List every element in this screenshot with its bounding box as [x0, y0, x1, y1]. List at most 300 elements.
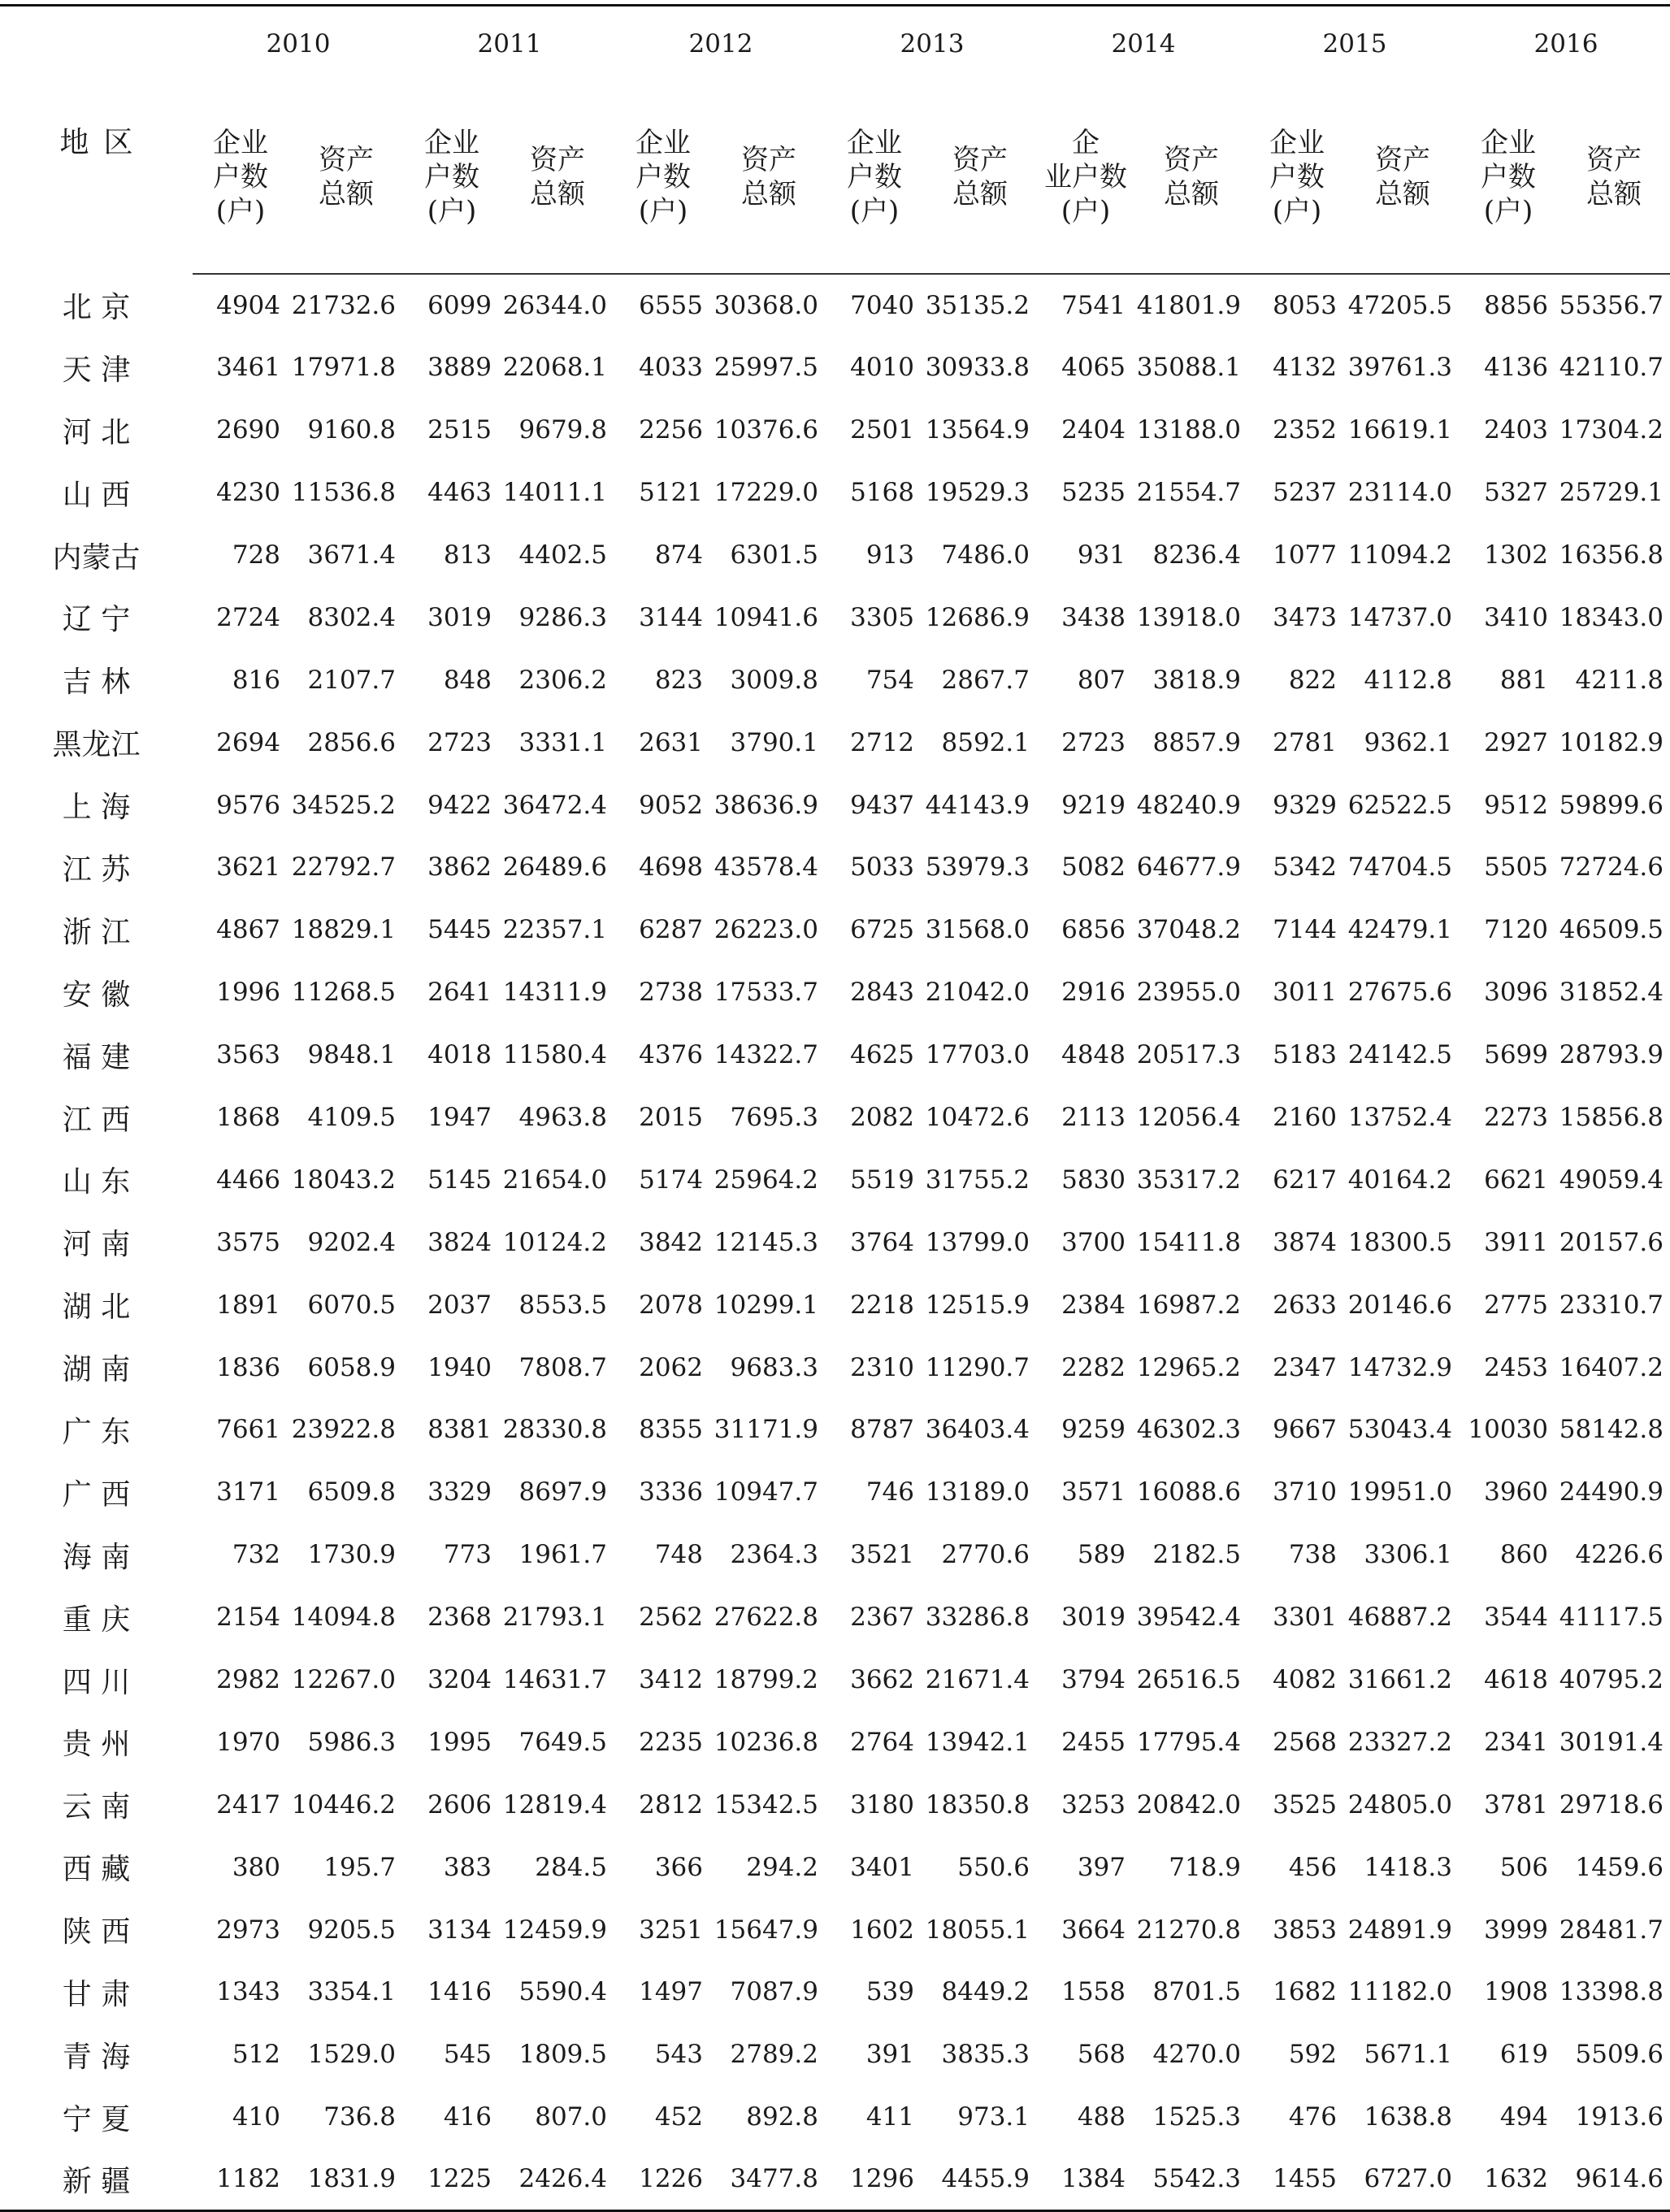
total-assets-cell: 29718.6 — [1559, 1789, 1663, 1819]
enterprise-count-cell: 3521 — [850, 1540, 914, 1570]
total-assets-cell: 1831.9 — [307, 2164, 396, 2194]
total-assets-cell: 18343.0 — [1559, 602, 1663, 632]
total-assets-cell: 31568.0 — [925, 915, 1030, 945]
enterprise-count-cell: 2738 — [639, 978, 703, 1008]
total-assets-cell: 27675.6 — [1347, 978, 1452, 1008]
total-assets-cell: 59899.6 — [1559, 790, 1663, 820]
enterprise-count-cell: 4698 — [639, 852, 703, 883]
total-assets-cell: 550.6 — [957, 1852, 1030, 1882]
total-assets-cell: 53043.4 — [1347, 1415, 1452, 1445]
total-assets-cell: 17533.7 — [714, 978, 818, 1008]
enterprise-count-cell: 9219 — [1061, 790, 1126, 820]
enterprise-count-cell: 2235 — [639, 1727, 703, 1757]
enterprise-count-cell: 822 — [1288, 665, 1337, 695]
table-row — [0, 1961, 1670, 2023]
enterprise-count-cell: 512 — [232, 2040, 280, 2070]
total-assets-cell: 21671.4 — [925, 1665, 1030, 1695]
enterprise-count-cell: 2606 — [427, 1789, 492, 1819]
enterprise-count-cell: 3764 — [850, 1227, 914, 1257]
enterprise-count-cell: 7541 — [1061, 290, 1126, 320]
total-assets-cell: 40795.2 — [1559, 1665, 1663, 1695]
enterprise-count-cell: 2384 — [1061, 1290, 1126, 1320]
enterprise-count-cell: 6856 — [1061, 915, 1126, 945]
count-column-header: 企业 户数 (户) — [1249, 81, 1345, 274]
enterprise-count-cell: 3575 — [216, 1227, 280, 1257]
total-assets-cell: 18799.2 — [714, 1665, 818, 1695]
enterprise-count-cell: 3473 — [1273, 602, 1337, 632]
region-name: 湖 北 — [62, 1290, 131, 1325]
total-assets-cell: 4270.0 — [1152, 2040, 1241, 2070]
total-assets-cell: 12819.4 — [502, 1789, 607, 1819]
total-assets-cell: 8553.5 — [518, 1290, 607, 1320]
total-assets-cell: 2426.4 — [518, 2164, 607, 2194]
total-assets-cell: 34525.2 — [291, 790, 396, 820]
enterprise-count-cell: 5505 — [1484, 852, 1548, 883]
enterprise-count-cell: 476 — [1288, 2102, 1337, 2132]
enterprise-count-cell: 5168 — [850, 478, 914, 508]
total-assets-cell: 14732.9 — [1347, 1352, 1452, 1382]
total-assets-cell: 17703.0 — [925, 1040, 1030, 1070]
total-assets-cell: 10376.6 — [714, 415, 818, 445]
total-assets-cell: 25964.2 — [714, 1165, 818, 1195]
enterprise-count-cell: 3019 — [427, 602, 492, 632]
enterprise-count-cell: 874 — [654, 540, 703, 570]
enterprise-count-cell: 2723 — [427, 727, 492, 757]
enterprise-count-cell: 3251 — [639, 1915, 703, 1945]
total-assets-cell: 12267.0 — [291, 1665, 396, 1695]
assets-column-header: 资产 总额 — [711, 81, 826, 274]
total-assets-cell: 14737.0 — [1347, 602, 1452, 632]
table-row — [0, 1836, 1670, 1898]
region-name: 天 津 — [62, 353, 131, 387]
enterprise-count-cell: 2916 — [1061, 978, 1126, 1008]
enterprise-count-cell: 3563 — [216, 1040, 280, 1070]
enterprise-count-cell: 2082 — [850, 1103, 914, 1133]
total-assets-cell: 13188.0 — [1136, 415, 1241, 445]
enterprise-count-cell: 1182 — [216, 2164, 280, 2194]
total-assets-cell: 2182.5 — [1152, 1540, 1241, 1570]
total-assets-cell: 74704.5 — [1347, 852, 1452, 883]
total-assets-cell: 62522.5 — [1347, 790, 1452, 820]
total-assets-cell: 15647.9 — [714, 1915, 818, 1945]
enterprise-count-cell: 2982 — [216, 1665, 280, 1695]
total-assets-cell: 23310.7 — [1559, 1290, 1663, 1320]
total-assets-cell: 16088.6 — [1136, 1477, 1241, 1507]
enterprise-count-cell: 3180 — [850, 1789, 914, 1819]
enterprise-count-cell: 5174 — [639, 1165, 703, 1195]
total-assets-cell: 8701.5 — [1152, 1977, 1241, 2007]
table-row — [0, 1211, 1670, 1273]
enterprise-count-cell: 1226 — [639, 2164, 703, 2194]
total-assets-cell: 5671.1 — [1364, 2040, 1452, 2070]
year-header: 2011 — [477, 29, 542, 59]
enterprise-count-cell: 4867 — [216, 915, 280, 945]
enterprise-count-cell: 1077 — [1273, 540, 1337, 570]
enterprise-count-cell: 2113 — [1061, 1103, 1126, 1133]
total-assets-cell: 4112.8 — [1364, 665, 1452, 695]
enterprise-count-cell: 366 — [654, 1852, 703, 1882]
enterprise-count-cell: 397 — [1077, 1852, 1126, 1882]
total-assets-cell: 19951.0 — [1347, 1477, 1452, 1507]
total-assets-cell: 9848.1 — [307, 1040, 396, 1070]
total-assets-cell: 13398.8 — [1559, 1977, 1663, 2007]
total-assets-cell: 28481.7 — [1559, 1915, 1663, 1945]
enterprise-count-cell: 3336 — [639, 1477, 703, 1507]
enterprise-count-cell: 6725 — [850, 915, 914, 945]
total-assets-cell: 72724.6 — [1559, 852, 1663, 883]
total-assets-cell: 53979.3 — [925, 852, 1030, 883]
total-assets-cell: 1730.9 — [307, 1540, 396, 1570]
total-assets-cell: 15856.8 — [1559, 1103, 1663, 1133]
total-assets-cell: 48240.9 — [1136, 790, 1241, 820]
table-row — [0, 1524, 1670, 1586]
total-assets-cell: 30368.0 — [714, 290, 818, 320]
table-row — [0, 462, 1670, 524]
count-column-header: 企 业户数 (户) — [1038, 81, 1134, 274]
enterprise-count-cell: 4010 — [850, 353, 914, 383]
total-assets-cell: 21793.1 — [502, 1603, 607, 1633]
total-assets-cell: 12056.4 — [1136, 1103, 1241, 1133]
total-assets-cell: 20517.3 — [1136, 1040, 1241, 1070]
total-assets-cell: 12965.2 — [1136, 1352, 1241, 1382]
enterprise-count-cell: 3144 — [639, 602, 703, 632]
total-assets-cell: 22357.1 — [502, 915, 607, 945]
total-assets-cell: 1529.0 — [307, 2040, 396, 2070]
total-assets-cell: 18043.2 — [291, 1165, 396, 1195]
enterprise-count-cell: 4230 — [216, 478, 280, 508]
enterprise-count-cell: 3329 — [427, 1477, 492, 1507]
table-row — [0, 899, 1670, 961]
enterprise-count-cell: 931 — [1077, 540, 1126, 570]
total-assets-cell: 18300.5 — [1347, 1227, 1452, 1257]
enterprise-count-cell: 9422 — [427, 790, 492, 820]
total-assets-cell: 2107.7 — [307, 665, 396, 695]
total-assets-cell: 4211.8 — [1575, 665, 1663, 695]
enterprise-count-cell: 391 — [865, 2040, 914, 2070]
table-row — [0, 1399, 1670, 1461]
total-assets-cell: 21732.6 — [291, 290, 396, 320]
total-assets-cell: 1459.6 — [1575, 1852, 1663, 1882]
total-assets-cell: 7649.5 — [518, 1727, 607, 1757]
count-column-header: 企业 户数 (户) — [404, 81, 500, 274]
enterprise-count-cell: 1296 — [850, 2164, 914, 2194]
total-assets-cell: 21042.0 — [925, 978, 1030, 1008]
enterprise-count-cell: 2515 — [427, 415, 492, 445]
enterprise-count-cell: 568 — [1077, 2040, 1126, 2070]
enterprise-count-cell: 8787 — [850, 1415, 914, 1445]
total-assets-cell: 7695.3 — [730, 1103, 818, 1133]
total-assets-cell: 9202.4 — [307, 1227, 396, 1257]
region-name: 浙 江 — [62, 915, 131, 949]
year-header: 2016 — [1533, 29, 1598, 59]
enterprise-count-cell: 3999 — [1484, 1915, 1548, 1945]
region-name: 四 川 — [62, 1665, 131, 1699]
total-assets-cell: 31661.2 — [1347, 1665, 1452, 1695]
enterprise-count-cell: 2690 — [216, 415, 280, 445]
enterprise-count-cell: 4625 — [850, 1040, 914, 1070]
total-assets-cell: 12145.3 — [714, 1227, 818, 1257]
assets-column-header: 资产 总额 — [922, 81, 1038, 274]
total-assets-cell: 27622.8 — [714, 1603, 818, 1633]
assets-column-header: 资产 总额 — [1345, 81, 1460, 274]
enterprise-count-cell: 2781 — [1273, 727, 1337, 757]
total-assets-cell: 21654.0 — [502, 1165, 607, 1195]
enterprise-count-cell: 4376 — [639, 1040, 703, 1070]
enterprise-count-cell: 3544 — [1484, 1603, 1548, 1633]
total-assets-cell: 11536.8 — [291, 478, 396, 508]
enterprise-count-cell: 3019 — [1061, 1603, 1126, 1633]
enterprise-count-cell: 5082 — [1061, 852, 1126, 883]
table-row — [0, 2149, 1670, 2211]
table-row — [0, 1148, 1670, 1211]
total-assets-cell: 8697.9 — [518, 1477, 607, 1507]
count-column-header: 企业 户数 (户) — [615, 81, 711, 274]
total-assets-cell: 22068.1 — [502, 353, 607, 383]
enterprise-count-cell: 6217 — [1273, 1165, 1337, 1195]
enterprise-count-cell: 4033 — [639, 353, 703, 383]
total-assets-cell: 1913.6 — [1575, 2102, 1663, 2132]
enterprise-count-cell: 5237 — [1273, 478, 1337, 508]
total-assets-cell: 3790.1 — [730, 727, 818, 757]
enterprise-count-cell: 410 — [232, 2102, 280, 2132]
total-assets-cell: 4109.5 — [307, 1103, 396, 1133]
total-assets-cell: 3835.3 — [941, 2040, 1030, 2070]
enterprise-count-cell: 589 — [1077, 1540, 1126, 1570]
enterprise-count-cell: 5183 — [1273, 1040, 1337, 1070]
total-assets-cell: 15411.8 — [1136, 1227, 1241, 1257]
total-assets-cell: 10299.1 — [714, 1290, 818, 1320]
region-name: 新 疆 — [62, 2164, 131, 2198]
total-assets-cell: 2789.2 — [730, 2040, 818, 2070]
total-assets-cell: 11268.5 — [291, 978, 396, 1008]
table-row — [0, 961, 1670, 1024]
count-column-header: 企业 户数 (户) — [826, 81, 922, 274]
total-assets-cell: 9286.3 — [518, 602, 607, 632]
enterprise-count-cell: 9052 — [639, 790, 703, 820]
enterprise-count-cell: 4848 — [1061, 1040, 1126, 1070]
total-assets-cell: 7087.9 — [730, 1977, 818, 2007]
total-assets-cell: 4455.9 — [941, 2164, 1030, 2194]
total-assets-cell: 31171.9 — [714, 1415, 818, 1445]
table-row — [0, 2023, 1670, 2086]
enterprise-count-cell: 2453 — [1484, 1352, 1548, 1382]
enterprise-count-cell: 494 — [1499, 2102, 1548, 2132]
enterprise-count-cell: 3438 — [1061, 602, 1126, 632]
enterprise-count-cell: 380 — [232, 1852, 280, 1882]
total-assets-cell: 12515.9 — [925, 1290, 1030, 1320]
enterprise-count-cell: 3824 — [427, 1227, 492, 1257]
total-assets-cell: 42479.1 — [1347, 915, 1452, 945]
enterprise-count-cell: 3960 — [1484, 1477, 1548, 1507]
enterprise-count-cell: 748 — [654, 1540, 703, 1570]
total-assets-cell: 36472.4 — [502, 790, 607, 820]
total-assets-cell: 16619.1 — [1347, 415, 1452, 445]
total-assets-cell: 35088.1 — [1136, 353, 1241, 383]
enterprise-count-cell: 4082 — [1273, 1665, 1337, 1695]
enterprise-count-cell: 6099 — [427, 290, 492, 320]
table-row — [0, 274, 1670, 336]
table-row — [0, 1898, 1670, 1961]
table-row — [0, 1773, 1670, 1836]
total-assets-cell: 6058.9 — [307, 1352, 396, 1382]
total-assets-cell: 7486.0 — [941, 540, 1030, 570]
total-assets-cell: 43578.4 — [714, 852, 818, 883]
total-assets-cell: 1525.3 — [1152, 2102, 1241, 2132]
enterprise-count-cell: 3710 — [1273, 1477, 1337, 1507]
total-assets-cell: 13918.0 — [1136, 602, 1241, 632]
enterprise-count-cell: 2078 — [639, 1290, 703, 1320]
total-assets-cell: 3477.8 — [730, 2164, 818, 2194]
total-assets-cell: 23922.8 — [291, 1415, 396, 1445]
region-name: 山 东 — [62, 1165, 131, 1199]
enterprise-count-cell: 452 — [654, 2102, 703, 2132]
total-assets-cell: 18829.1 — [291, 915, 396, 945]
enterprise-count-cell: 3662 — [850, 1665, 914, 1695]
enterprise-count-cell: 2724 — [216, 602, 280, 632]
enterprise-count-cell: 2015 — [639, 1103, 703, 1133]
enterprise-count-cell: 5327 — [1484, 478, 1548, 508]
region-name: 广 东 — [62, 1415, 131, 1449]
total-assets-cell: 10947.7 — [714, 1477, 818, 1507]
enterprise-count-cell: 2062 — [639, 1352, 703, 1382]
enterprise-count-cell: 2843 — [850, 978, 914, 1008]
total-assets-cell: 1418.3 — [1364, 1852, 1452, 1882]
total-assets-cell: 5986.3 — [307, 1727, 396, 1757]
total-assets-cell: 36403.4 — [925, 1415, 1030, 1445]
enterprise-count-cell: 2712 — [850, 727, 914, 757]
data-table — [0, 4, 1670, 2212]
total-assets-cell: 46302.3 — [1136, 1415, 1241, 1445]
table-row — [0, 1461, 1670, 1524]
total-assets-cell: 26516.5 — [1136, 1665, 1241, 1695]
total-assets-cell: 8857.9 — [1152, 727, 1241, 757]
count-column-header: 企业 户数 (户) — [193, 81, 288, 274]
total-assets-cell: 2364.3 — [730, 1540, 818, 1570]
enterprise-count-cell: 2562 — [639, 1603, 703, 1633]
total-assets-cell: 23955.0 — [1136, 978, 1241, 1008]
total-assets-cell: 5590.4 — [518, 1977, 607, 2007]
enterprise-count-cell: 2403 — [1484, 415, 1548, 445]
enterprise-count-cell: 545 — [443, 2040, 492, 2070]
total-assets-cell: 2867.7 — [941, 665, 1030, 695]
enterprise-count-cell: 4904 — [216, 290, 280, 320]
year-header-row — [0, 6, 1670, 82]
enterprise-count-cell: 848 — [443, 665, 492, 695]
total-assets-cell: 35135.2 — [925, 290, 1030, 320]
total-assets-cell: 736.8 — [323, 2102, 396, 2132]
enterprise-count-cell: 3401 — [850, 1852, 914, 1882]
enterprise-count-cell: 1947 — [427, 1103, 492, 1133]
table-row — [0, 1086, 1670, 1149]
enterprise-count-cell: 619 — [1499, 2040, 1548, 2070]
total-assets-cell: 21270.8 — [1136, 1915, 1241, 1945]
region-name: 江 西 — [62, 1103, 131, 1137]
total-assets-cell: 4402.5 — [518, 540, 607, 570]
enterprise-count-cell: 7120 — [1484, 915, 1548, 945]
total-assets-cell: 17304.2 — [1559, 415, 1663, 445]
total-assets-cell: 8302.4 — [307, 602, 396, 632]
total-assets-cell: 9679.8 — [518, 415, 607, 445]
total-assets-cell: 6509.8 — [307, 1477, 396, 1507]
enterprise-count-cell: 2641 — [427, 978, 492, 1008]
enterprise-count-cell: 4618 — [1484, 1665, 1548, 1695]
enterprise-count-cell: 1908 — [1484, 1977, 1548, 2007]
total-assets-cell: 64677.9 — [1136, 852, 1241, 883]
total-assets-cell: 18055.1 — [925, 1915, 1030, 1945]
region-name: 广 西 — [62, 1477, 131, 1512]
total-assets-cell: 2770.6 — [941, 1540, 1030, 1570]
total-assets-cell: 10941.6 — [714, 602, 818, 632]
total-assets-cell: 58142.8 — [1559, 1415, 1663, 1445]
total-assets-cell: 10446.2 — [291, 1789, 396, 1819]
enterprise-count-cell: 2723 — [1061, 727, 1126, 757]
enterprise-count-cell: 3794 — [1061, 1665, 1126, 1695]
enterprise-count-cell: 3171 — [216, 1477, 280, 1507]
enterprise-count-cell: 5033 — [850, 852, 914, 883]
year-header: 2014 — [1111, 29, 1176, 59]
total-assets-cell: 25997.5 — [714, 353, 818, 383]
enterprise-count-cell: 5830 — [1061, 1165, 1126, 1195]
enterprise-count-cell: 2218 — [850, 1290, 914, 1320]
enterprise-count-cell: 860 — [1499, 1540, 1548, 1570]
region-name: 黑龙江 — [52, 728, 141, 762]
total-assets-cell: 3331.1 — [518, 727, 607, 757]
region-name: 云 南 — [62, 1790, 131, 1824]
enterprise-count-cell: 3301 — [1273, 1603, 1337, 1633]
total-assets-cell: 41117.5 — [1559, 1603, 1663, 1633]
enterprise-count-cell: 2775 — [1484, 1290, 1548, 1320]
table-row — [0, 1273, 1670, 1336]
enterprise-count-cell: 2927 — [1484, 727, 1548, 757]
enterprise-count-cell: 1302 — [1484, 540, 1548, 570]
enterprise-count-cell: 2256 — [639, 415, 703, 445]
region-name: 山 西 — [62, 478, 131, 512]
enterprise-count-cell: 3204 — [427, 1665, 492, 1695]
enterprise-count-cell: 913 — [865, 540, 914, 570]
total-assets-cell: 13752.4 — [1347, 1103, 1452, 1133]
total-assets-cell: 14631.7 — [502, 1665, 607, 1695]
total-assets-cell: 7808.7 — [518, 1352, 607, 1382]
total-assets-cell: 49059.4 — [1559, 1165, 1663, 1195]
region-name: 上 海 — [62, 791, 131, 825]
region-name: 辽 宁 — [62, 603, 131, 637]
assets-column-header: 资产 总额 — [288, 81, 404, 274]
total-assets-cell: 24805.0 — [1347, 1789, 1452, 1819]
total-assets-cell: 13189.0 — [925, 1477, 1030, 1507]
enterprise-count-cell: 1970 — [216, 1727, 280, 1757]
enterprise-count-cell: 3134 — [427, 1915, 492, 1945]
total-assets-cell: 46887.2 — [1347, 1603, 1452, 1633]
enterprise-count-cell: 816 — [232, 665, 280, 695]
total-assets-cell: 12459.9 — [502, 1915, 607, 1945]
total-assets-cell: 24490.9 — [1559, 1477, 1663, 1507]
enterprise-count-cell: 3781 — [1484, 1789, 1548, 1819]
enterprise-count-cell: 738 — [1288, 1540, 1337, 1570]
total-assets-cell: 19529.3 — [925, 478, 1030, 508]
total-assets-cell: 14094.8 — [291, 1603, 396, 1633]
region-name: 海 南 — [62, 1540, 131, 1574]
total-assets-cell: 6301.5 — [730, 540, 818, 570]
enterprise-count-cell: 7661 — [216, 1415, 280, 1445]
table-row — [0, 524, 1670, 587]
total-assets-cell: 20146.6 — [1347, 1290, 1452, 1320]
enterprise-count-cell: 4065 — [1061, 353, 1126, 383]
total-assets-cell: 46509.5 — [1559, 915, 1663, 945]
total-assets-cell: 11182.0 — [1347, 1977, 1452, 2007]
enterprise-count-cell: 3253 — [1061, 1789, 1126, 1819]
enterprise-count-cell: 2631 — [639, 727, 703, 757]
total-assets-cell: 5542.3 — [1152, 2164, 1241, 2194]
